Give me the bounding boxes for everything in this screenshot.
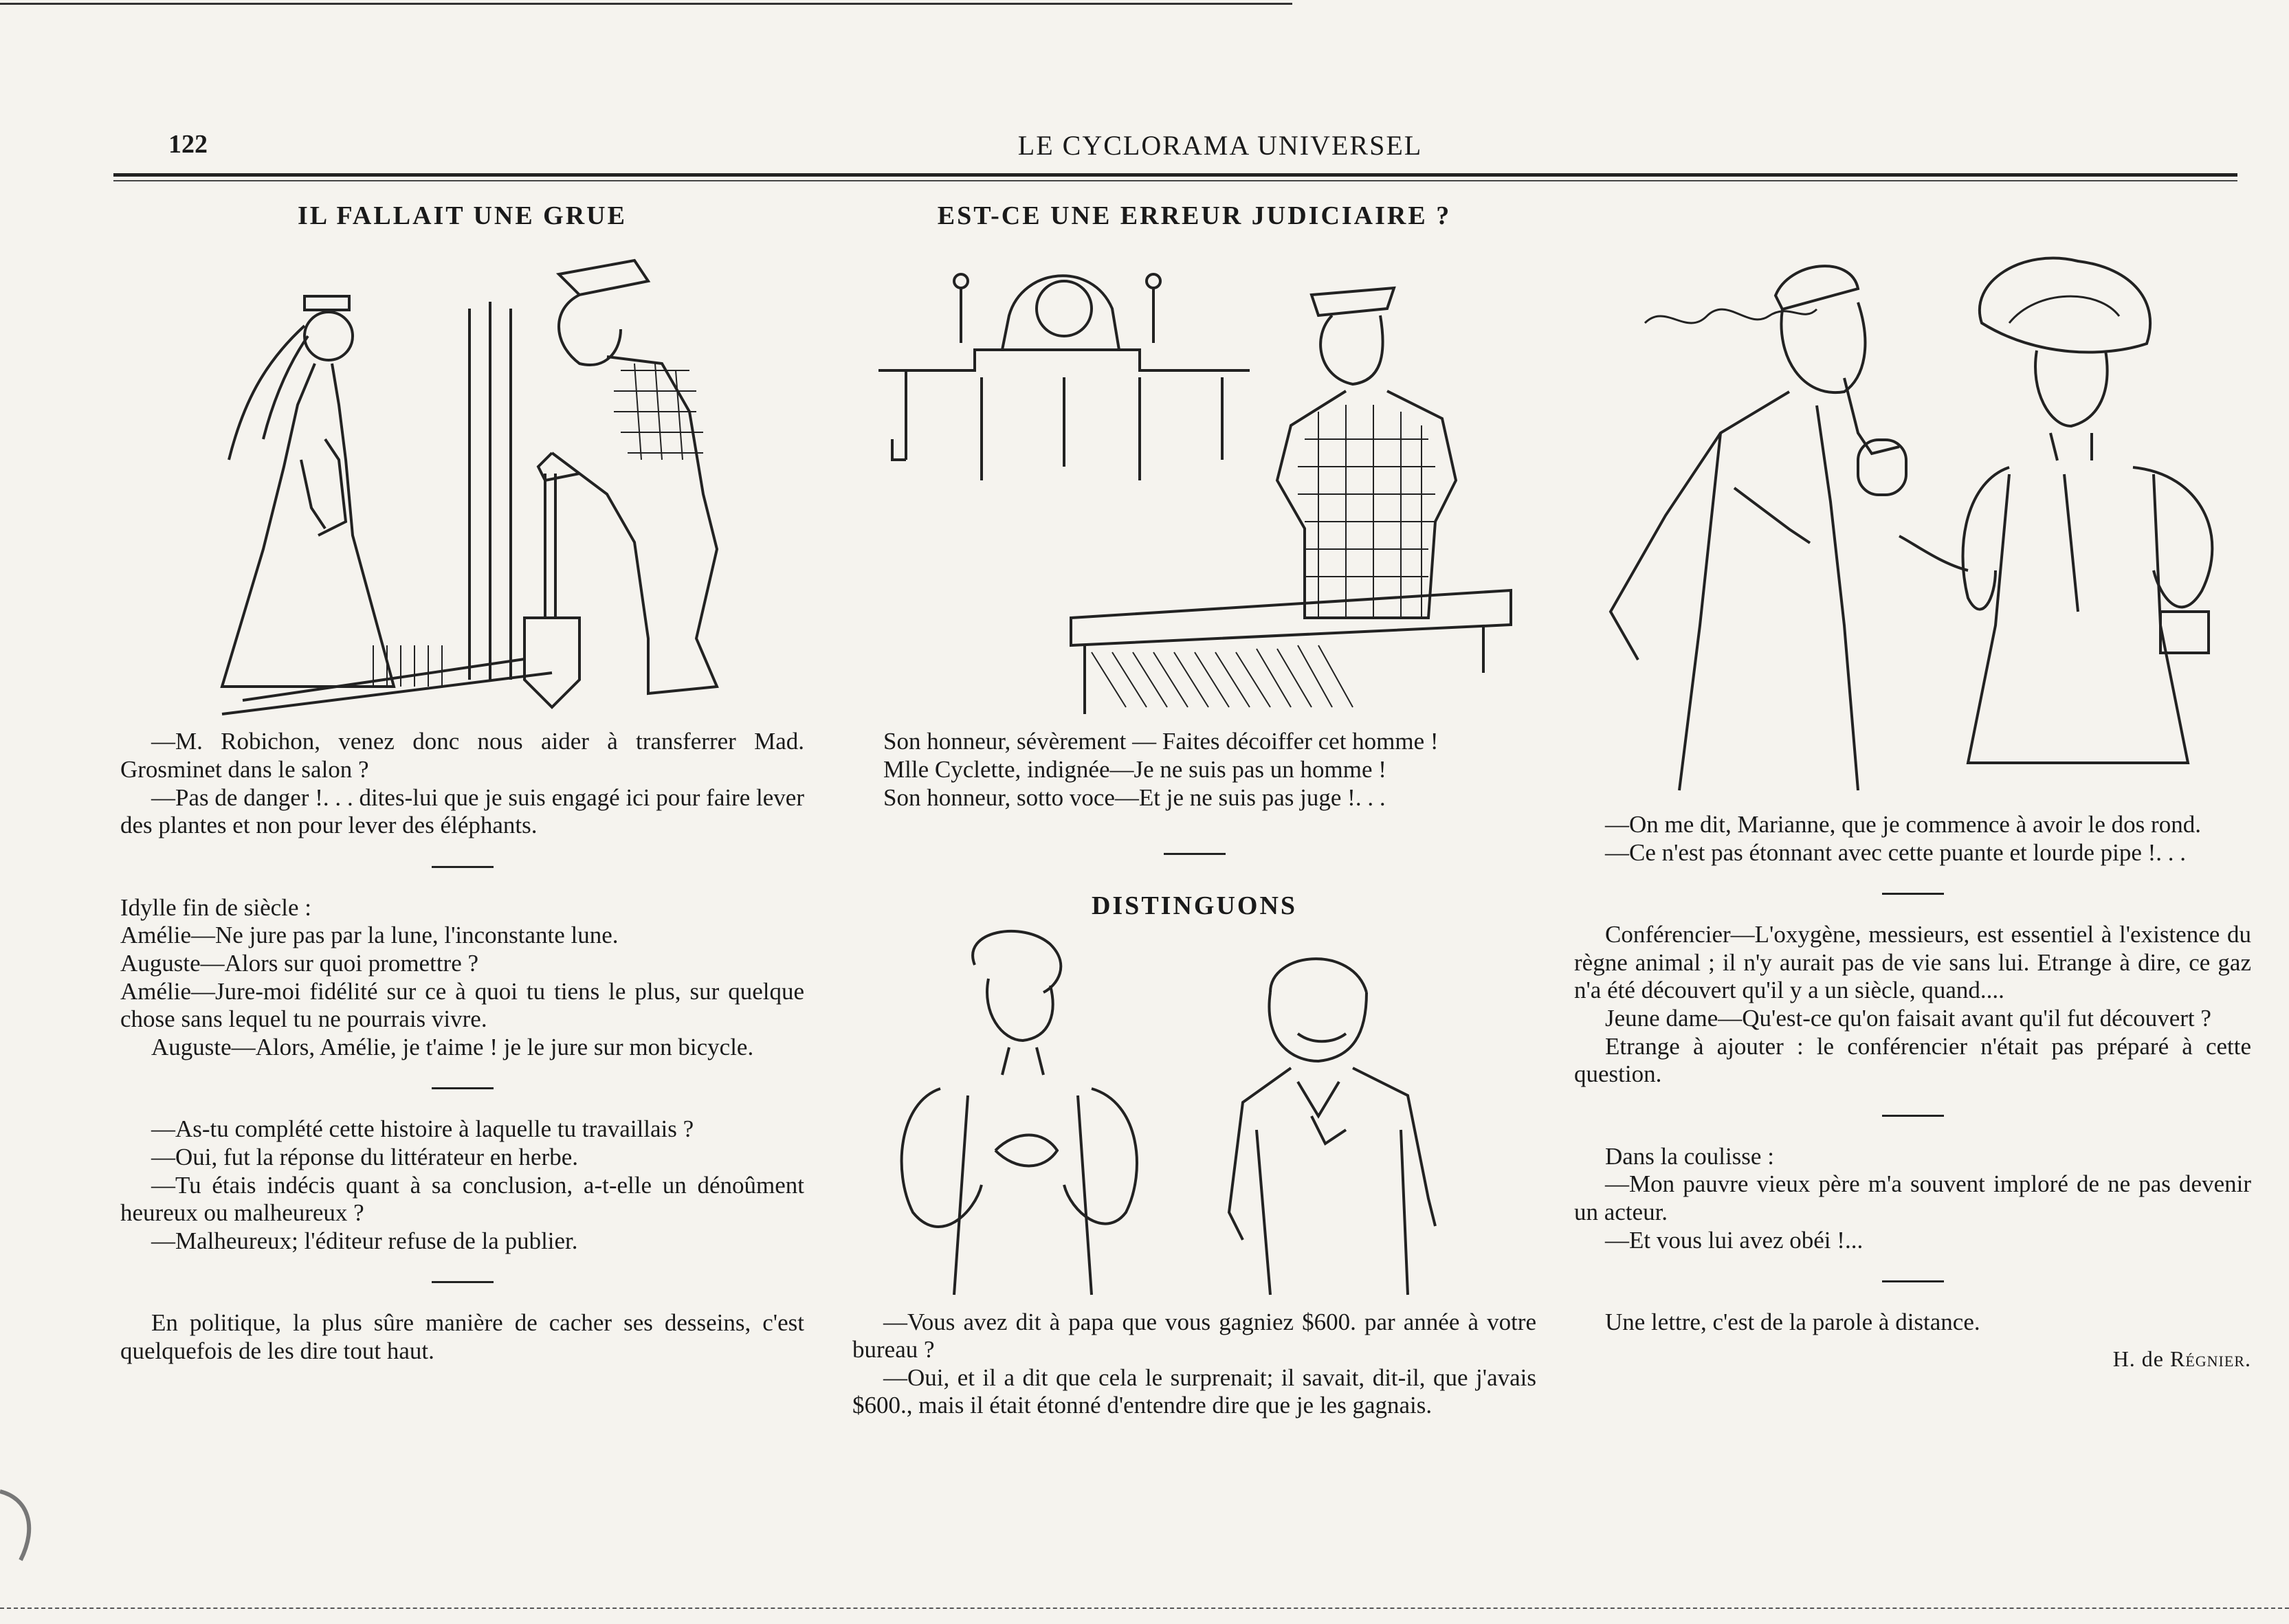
distinguons-dialogue: [852, 1309, 1536, 1420]
paragraph: —Ce n'est pas étonnant avec cette puante et lourde pipe !. . .: [1605, 838, 2187, 866]
illustration-man-with-pipe-and-lady: [1583, 241, 2243, 804]
header-rule-thin: [113, 180, 2237, 181]
page-number: 122: [168, 130, 208, 159]
politique-maxim: [120, 1309, 804, 1365]
paragraph: —As-tu complété cette histoire à laquelle tu travaillais ?: [151, 1115, 694, 1143]
illustration-couple: [885, 924, 1504, 1309]
paragraph: —Et vous lui avez obéi !...: [1605, 1226, 1864, 1254]
section-divider: [432, 1087, 494, 1089]
section-divider: [1882, 1115, 1944, 1117]
paragraph: En politique, la plus sûre manière de cacher ses desseins, c'est quelquefois de les dire tout haut.: [120, 1309, 804, 1364]
page-edge-smudge: [0, 1484, 41, 1567]
top-rule: [0, 3, 1292, 5]
signature-initial: H. de: [2112, 1346, 2164, 1371]
header-rule: [113, 173, 2237, 177]
paragraph: Amélie—Ne jure pas par la lune, l'inconstante lune.: [120, 922, 619, 949]
paragraph: Auguste—Alors, Amélie, je t'aime ! je le jure sur mon bicycle.: [151, 1033, 754, 1060]
section-divider: [432, 1281, 494, 1283]
paragraph: —Mon pauvre vieux père m'a souvent imploré de ne pas devenir un acteur.: [1574, 1170, 2251, 1225]
coulisse-dialogue: [1574, 1143, 2251, 1254]
illustration-maid-and-gardener: [167, 233, 758, 728]
column-1: [120, 199, 804, 1365]
paragraph: Amélie—Jure-moi fidélité sur ce à quoi tu tiens le plus, sur quelque chose sans lequel tu ne pourrais vivre.: [120, 977, 804, 1033]
marianne-dialogue: [1574, 811, 2251, 867]
section-divider: [432, 866, 494, 868]
section-divider: [1882, 893, 1944, 895]
column-2: [852, 199, 1536, 1420]
paragraph: —Malheureux; l'éditeur refuse de la publier.: [151, 1227, 578, 1254]
section-title-distinguons: DISTINGUONS: [1091, 891, 1298, 921]
paragraph: Une lettre, c'est de la parole à distance.: [1605, 1309, 1980, 1336]
paragraph: Idylle fin de siècle :: [120, 893, 311, 921]
erreur-dialogue: [852, 728, 1536, 812]
paragraph: —On me dit, Marianne, que je commence à avoir le dos rond.: [1605, 811, 2201, 838]
journal-title: LE CYCLORAMA UNIVERSEL: [1017, 130, 1423, 161]
section-title-erreur: EST-CE UNE ERREUR JUDICIAIRE ?: [937, 201, 1452, 230]
paragraph: Dans la coulisse :: [1605, 1142, 1774, 1170]
bottom-rule: [0, 1608, 2289, 1609]
section-divider: [1164, 853, 1226, 855]
paragraph: —M. Robichon, venez donc nous aider à transferrer Mad. Grosminet dans le salon ?: [120, 728, 804, 783]
paragraph: Son honneur, sévèrement — Faites décoiffer cet homme !: [883, 728, 1439, 755]
column-3: [1574, 199, 2251, 1372]
signature-name: Régnier.: [2170, 1346, 2251, 1371]
paragraph: —Tu étais indécis quant à sa conclusion, a-t-elle un dénoûment heureux ou malheureux ?: [120, 1171, 804, 1227]
paragraph: —Oui, fut la réponse du littérateur en herbe.: [151, 1143, 579, 1170]
section-divider: [1882, 1280, 1944, 1282]
paragraph: Jeune dame—Qu'est-ce qu'on faisait avant qu'il fut découvert ?: [1605, 1004, 2211, 1032]
paragraph: —Pas de danger !. . . dites-lui que je suis engagé ici pour faire lever des plantes et non pour lever des éléphants.: [120, 783, 804, 839]
paragraph: —Oui, et il a dit que cela le surprenait; il savait, dit-il, que j'avais $600., mais il était étonné d'entendre dire que je les gagnais.: [852, 1364, 1536, 1419]
lettre-maxim: [1574, 1309, 2251, 1337]
section-title-grue: IL FALLAIT UNE GRUE: [298, 201, 627, 230]
author-signature: [1574, 1346, 2251, 1372]
illustration-courtroom: [865, 233, 1525, 728]
paragraph: Conférencier—L'oxygène, messieurs, est essentiel à l'existence du règne animal ; il n'y aurait pas de vie sans lui. Etrange à dire, ce gaz n'a été découvert qu'il y a un siècle, quand....: [1574, 921, 2251, 1004]
paragraph: Son honneur, sotto voce—Et je ne suis pas juge !. . .: [883, 783, 1386, 811]
conferencier-dialogue: [1574, 921, 2251, 1089]
grue-dialogue: [120, 728, 804, 839]
idylle-dialogue: [120, 894, 804, 1062]
page-header: [110, 124, 2234, 165]
paragraph: Mlle Cyclette, indignée—Je ne suis pas un homme !: [883, 755, 1386, 783]
paragraph: Auguste—Alors sur quoi promettre ?: [120, 949, 479, 977]
litterateur-dialogue: [120, 1115, 804, 1255]
paragraph: —Vous avez dit à papa que vous gagniez $600. par année à votre bureau ?: [852, 1308, 1536, 1364]
paragraph: Etrange à ajouter : le conférencier n'était pas préparé à cette question.: [1574, 1032, 2251, 1088]
